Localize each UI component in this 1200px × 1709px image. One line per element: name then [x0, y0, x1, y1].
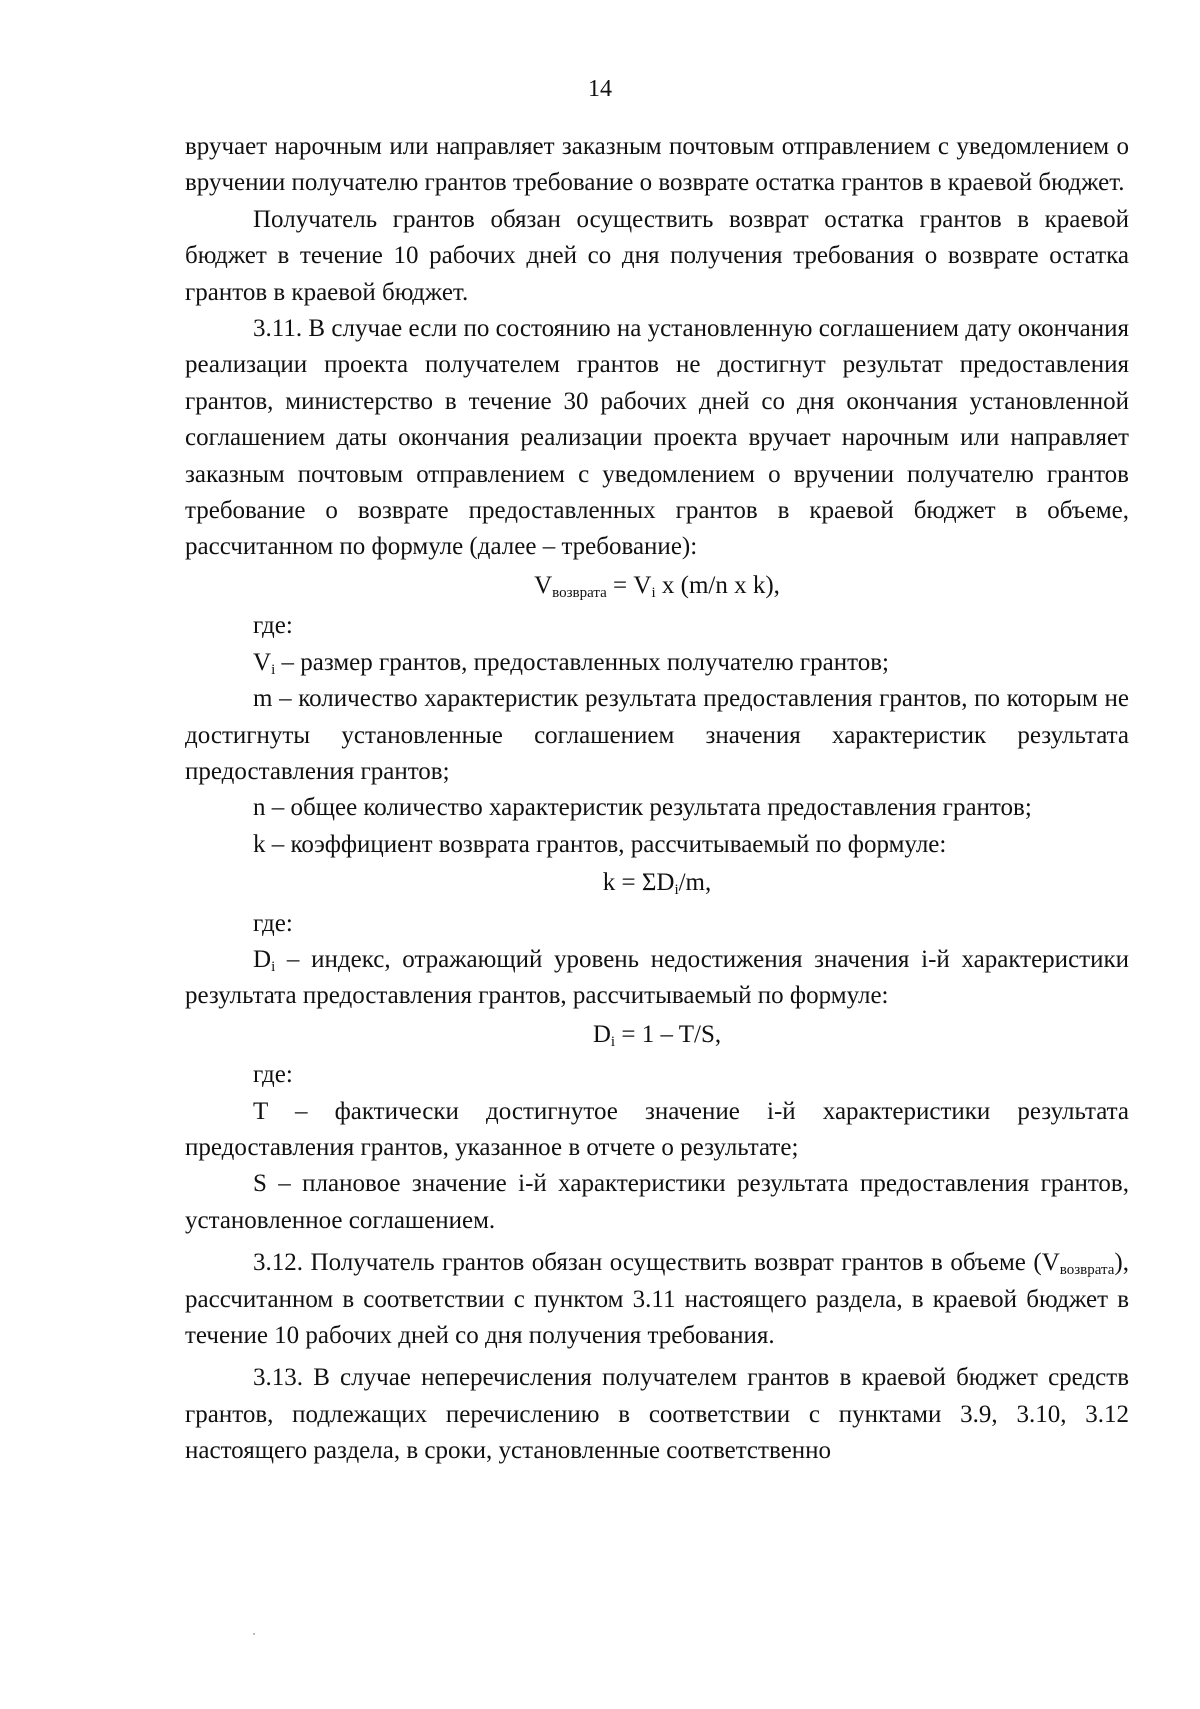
definition-n: n – общее количество характеристик результата предоставления грантов; [253, 794, 1032, 822]
definition-m: m – количество характеристик результата предоставления грантов, по которым не достигнуты установленные соглашением значения характеристик результата предоставления грантов; [185, 685, 1129, 785]
paragraph-return-obligation: Получатель грантов обязан осуществить возврат остатка грантов в краевой бюджет в течение 10 рабочих дней со дня получения требования о возврате остатка грантов в краевой бюджет. [185, 205, 1129, 306]
document-body [185, 129, 1129, 1470]
where-label-1: где: [253, 612, 293, 640]
definition-vi: $V_i$ – размер грантов, предоставленных получателю грантов; [253, 648, 889, 678]
formula-k: $k = \Sigma D_i/m$, [602, 869, 712, 899]
page-number: 14 [588, 76, 612, 102]
scan-speck [253, 1633, 255, 1635]
definition-di: $D_i$ – индекс, отражающий уровень недостижения значения i-й характеристики результата предоставления грантов, рассчитываемый по формуле: [185, 945, 1129, 1010]
paragraph-3-12: 3.12. Получатель грантов обязан осуществить возврат грантов в объеме $(V_{возврата})$, рассчитанном в соответствии с пунктом 3.11 настоящего раздела, в краевой бюджет в течение 10 рабочих дней со дня получения требования. [185, 1249, 1129, 1349]
paragraph-3-13: 3.13. В случае неперечисления получателем грантов в краевой бюджет средств грантов, подлежащих перечислению в соответствии с пунктами 3.9, 3.10, 3.12 настоящего раздела, в сроки, установленные соответственно [185, 1364, 1129, 1465]
where-label-2: где: [253, 909, 293, 937]
where-label-3: где: [253, 1061, 293, 1089]
definition-t: T – фактически достигнутое значение i-й характеристики результата предоставления грантов, указанное в отчете о результате; [185, 1097, 1129, 1161]
definition-k: k – коэффициент возврата грантов, рассчитываемый по формуле: [253, 830, 947, 858]
paragraph-3-11: 3.11. В случае если по состоянию на установленную соглашением дату окончания реализации проекта получателем грантов не достигнут результат предоставления грантов, министерство в течение 30 рабочих дней со дня окончания установленной соглашением даты окончания реализации проекта вручает нарочным или направляет заказным почтовым отправлением с уведомлением о вручении получателю грантов требование о возврате предоставленных грантов в краевой бюджет в объеме, рассчитанном по формуле (далее – требование): [185, 315, 1129, 561]
formula-di: $D_i = 1 - T/S$, [592, 1020, 722, 1050]
formula-v-return: $V_{возврата} = V_i$ x (m/n x k), [534, 571, 780, 601]
paragraph-continuation: вручает нарочным или направляет заказным почтовым отправлением с уведомлением о вручении получателю грантов требование о возврате остатка грантов в краевой бюджет. [185, 133, 1129, 197]
definition-s: S – плановое значение i-й характеристики результата предоставления грантов, установленное соглашением. [185, 1170, 1129, 1234]
